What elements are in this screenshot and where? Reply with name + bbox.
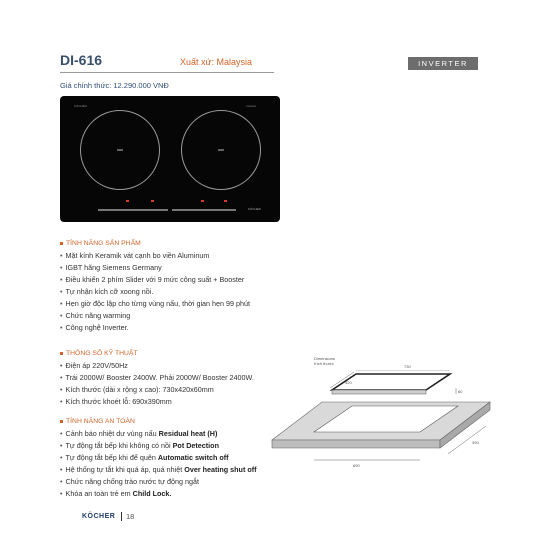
dimension-diagram: [270, 370, 495, 480]
list-item: • Điện áp 220V/50Hz: [60, 360, 254, 372]
header-divider: [60, 72, 274, 73]
hob-front: [332, 390, 426, 394]
cooktop-image: [60, 96, 280, 222]
specs-list: [60, 360, 254, 408]
list-item: • Kích thước (dài x rộng x cao): 730x420x60mm: [60, 384, 254, 396]
list-item: [60, 452, 257, 464]
list-item: • IGBT hãng Siemens Germany: [60, 262, 250, 274]
inverter-mark-small: Inverter: [246, 104, 257, 108]
model-title: DI-616: [60, 52, 103, 68]
list-item: [60, 488, 257, 500]
features-list: [60, 250, 250, 334]
safety-heading: TÍNH NĂNG AN TOÀN: [60, 418, 135, 425]
features-heading: TÍNH NĂNG SẢN PHẨM: [60, 240, 141, 247]
brand-mark-bottom: KÖCHER: [248, 207, 261, 211]
page-number: 18: [126, 512, 135, 521]
left-slider-control: [98, 209, 168, 211]
left-display-indicator: [126, 200, 129, 202]
list-item-emphasis: Child Lock.: [132, 489, 172, 498]
right-timer-indicator: [224, 200, 227, 202]
countertop-front: [272, 440, 440, 448]
list-item: • Hẹn giờ độc lập cho từng vùng nấu, thời gian hẹn 99 phút: [60, 298, 250, 310]
price-text: Giá chính thức: 12.290.000 VNĐ: [60, 81, 169, 90]
list-item-text: Chức năng chống trào nước tự động ngắt: [65, 477, 199, 486]
right-slider-control: [172, 209, 236, 211]
safety-list: [60, 428, 257, 500]
dim-depth-top: 420: [345, 380, 352, 385]
inverter-badge: INVERTER: [408, 57, 478, 70]
dim-depth-cut: 390: [472, 440, 479, 445]
list-item-text: Khóa an toàn trẻ em: [65, 489, 133, 498]
list-item: • Tự nhận kích cỡ xoong nồi.: [60, 286, 250, 298]
list-item-emphasis: Automatic switch off: [157, 453, 229, 462]
list-item: • Điều khiển 2 phím Slider với 9 mức công suất + Booster: [60, 274, 250, 286]
list-item: [60, 464, 257, 476]
specs-heading: THÔNG SỐ KỸ THUẬT: [60, 350, 138, 357]
right-cooking-zone: [181, 110, 261, 190]
list-item: [60, 476, 257, 488]
dim-width-top: 730: [404, 364, 411, 369]
list-item-emphasis: Pot Detection: [172, 441, 219, 450]
list-item-text: Tự động tắt bếp khi không có nồi: [65, 441, 173, 450]
left-timer-indicator: [151, 200, 154, 202]
list-item: • Mặt kính Keramik vát cạnh bo viền Aluminum: [60, 250, 250, 262]
list-item: • Chức năng warming: [60, 310, 250, 322]
list-item-emphasis: Residual heat (H): [158, 429, 218, 438]
dim-width-cut: 690: [353, 463, 360, 468]
dim-height-side: 60: [458, 389, 463, 394]
footer-separator: [121, 512, 122, 521]
list-item-text: Cảnh báo nhiệt dư vùng nấu: [65, 429, 159, 438]
left-cooking-zone: [80, 110, 160, 190]
list-item: • Kích thước khoét lỗ: 690x390mm: [60, 396, 254, 408]
origin-text: Xuất xứ: Malaysia: [180, 57, 253, 67]
list-item-emphasis: Over heating shut off: [184, 465, 257, 474]
list-item: [60, 440, 257, 452]
list-item-text: Hệ thống tự tắt khi quá áp, quá nhiệt: [65, 465, 185, 474]
dimensions-label: Dimensions Kích thước: [314, 356, 335, 366]
footer-brand: KÖCHER: [82, 513, 116, 520]
list-item: • Công nghệ Inverter.: [60, 322, 250, 334]
list-item: [60, 428, 257, 440]
right-display-indicator: [201, 200, 204, 202]
list-item: • Trái 2000W/ Booster 2400W. Phải 2000W/ Booster 2400W.: [60, 372, 254, 384]
list-item-text: Tự động tắt bếp khi để quên: [65, 453, 158, 462]
brand-mark-small: KÖCHER: [74, 104, 87, 108]
